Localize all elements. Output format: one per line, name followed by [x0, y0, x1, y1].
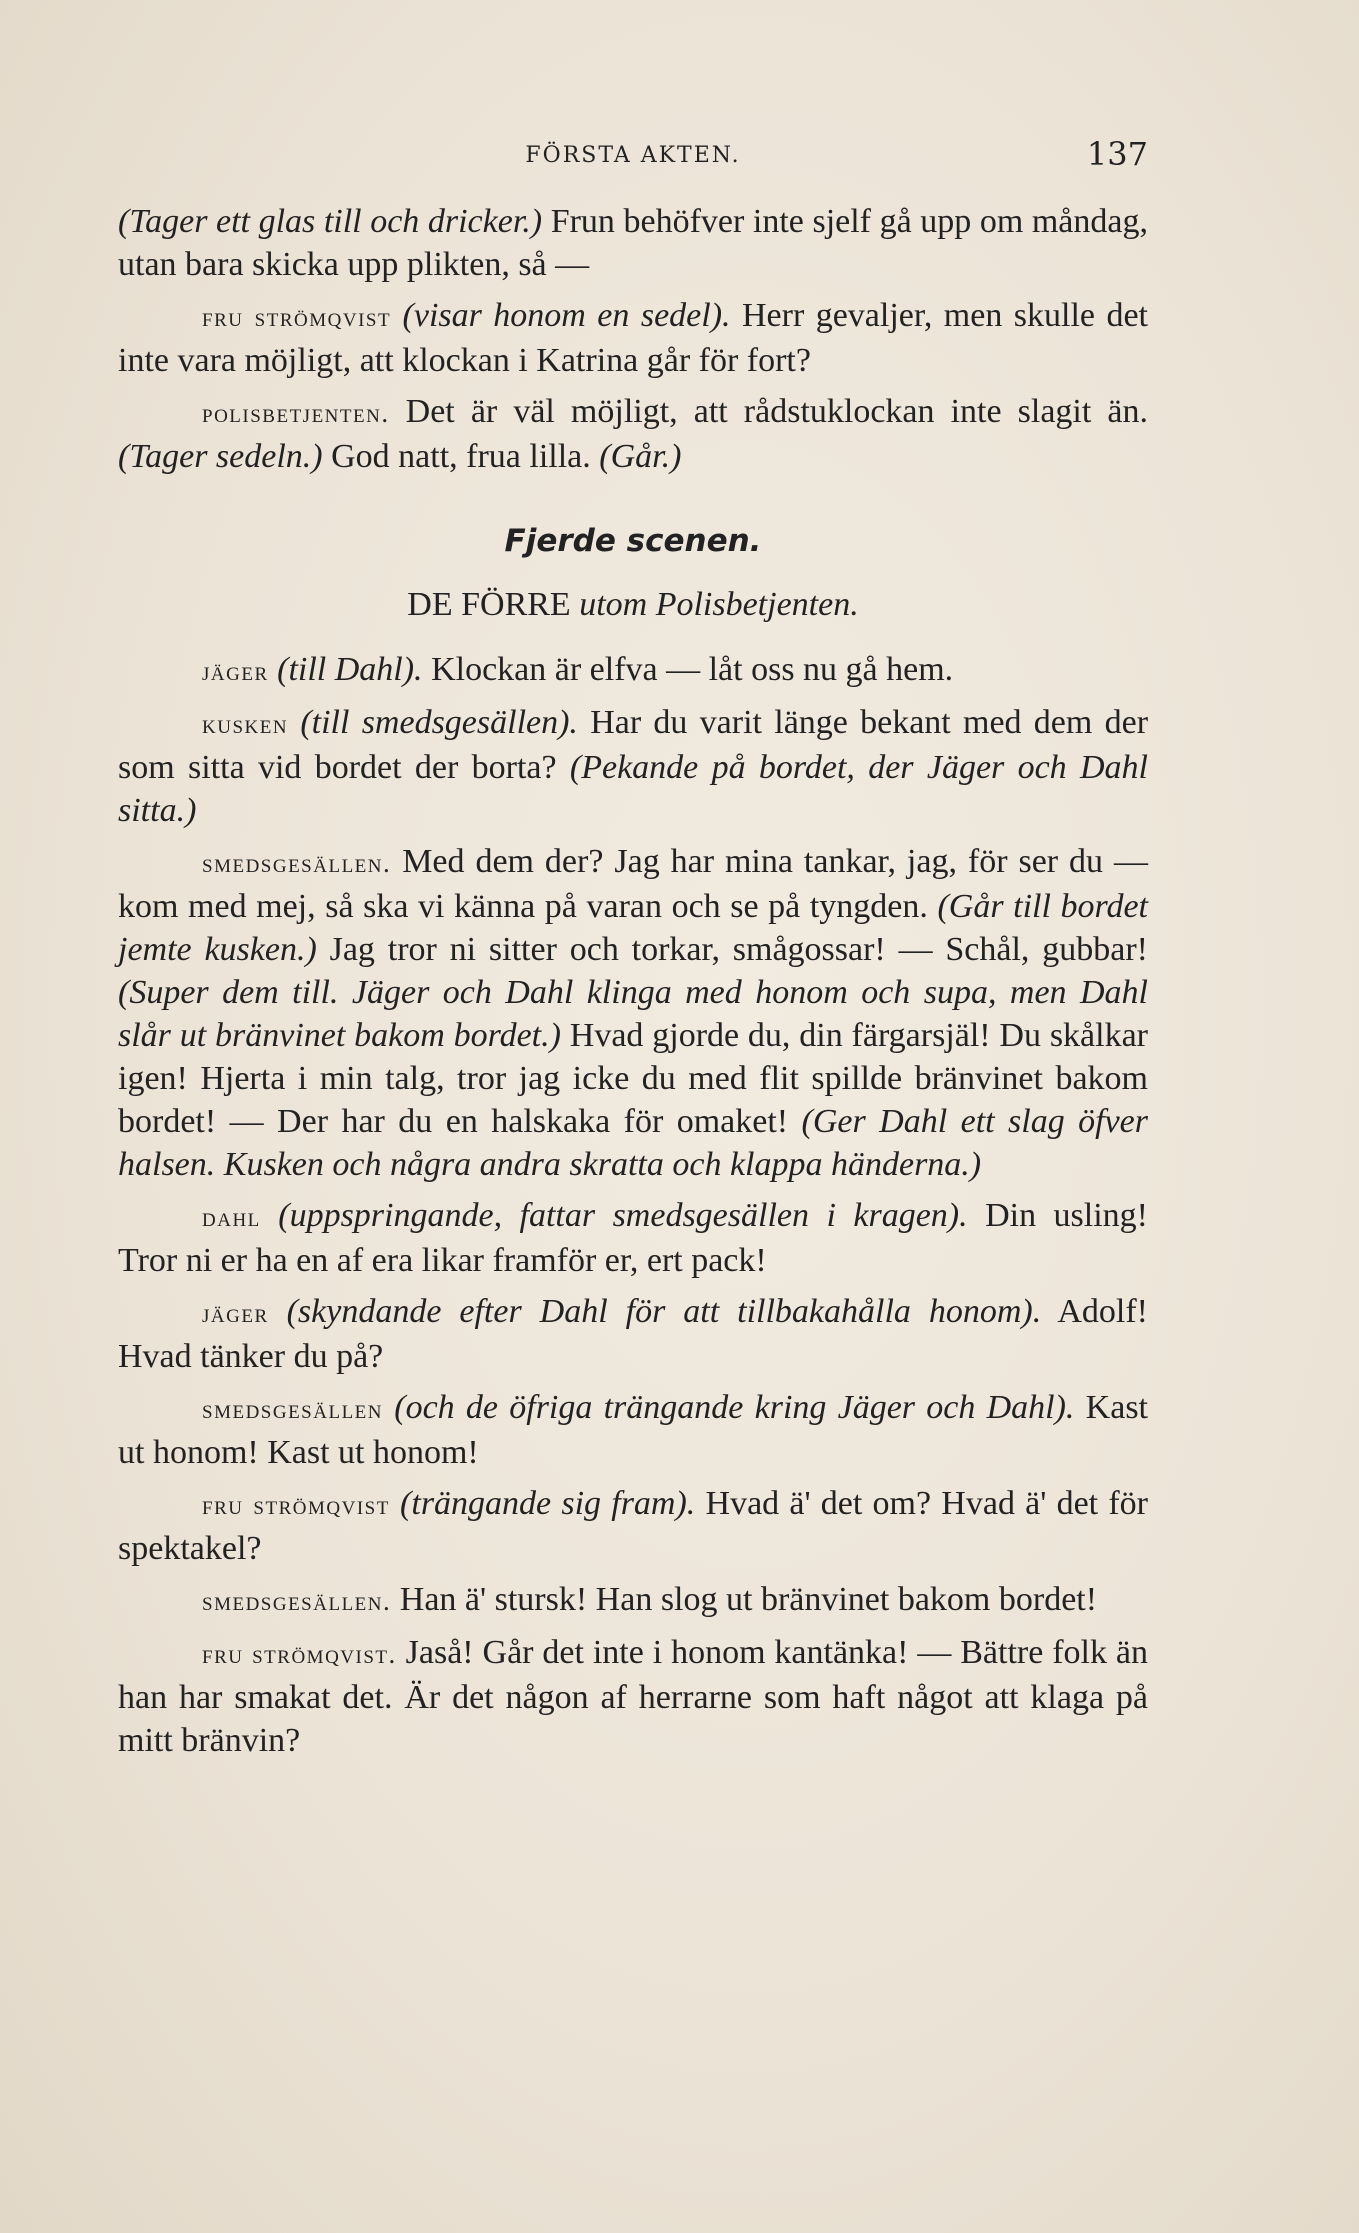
speaker-name: jäger — [202, 1298, 269, 1328]
speaker-name: smedsgesällen — [202, 1394, 384, 1424]
paragraph — [118, 701, 1148, 832]
stage-direction: (Super dem till. Jäger och Dahl klinga med honom och supa, men Dahl slår ut bränvinet bakom bordet.) — [118, 974, 1148, 1054]
speaker-name: fru strömqvist — [202, 1490, 390, 1520]
stage-direction: (till Dahl). — [277, 651, 423, 688]
scene-title: Fjerde scenen. — [504, 523, 762, 559]
stage-direction: (Ger Dahl ett slag öfver halsen. Kusken och några andra skratta och klappa händerna.) — [118, 1103, 1148, 1183]
speaker-name: dahl — [202, 1202, 261, 1232]
dialogue-text: Hvad gjorde du, din färgarsjäl! Du skålkar igen! Hjerta i min talg, tror jag icke du med flit spillde bränvinet bakom bordet! — Der har du en halskaka för omaket! — [118, 1017, 1148, 1140]
dialogue-text: Din usling! Tror ni er ha en af era likar framför er, ert pack! — [118, 1197, 1148, 1279]
stage-direction: (skyndande efter Dahl för att tillbakahålla honom). — [286, 1293, 1042, 1330]
stage-direction: utom Polisbetjenten. — [570, 586, 859, 623]
speaker-name: smedsgesällen. — [202, 1586, 392, 1616]
stage-direction: (till smedsgesällen). — [300, 704, 578, 741]
dialogue-text: Klockan är elfva — låt oss nu gå hem. — [422, 651, 954, 688]
stage-direction: (Tager sedeln.) — [118, 438, 323, 475]
speaker-name: jäger — [202, 656, 269, 686]
paragraph — [118, 390, 1148, 478]
page-header — [118, 135, 1148, 175]
speaker-name: kusken — [202, 709, 289, 739]
dialogue-text: Hvad ä' det om? Hvad ä' det för spektakel? — [118, 1485, 1148, 1567]
page-body — [118, 200, 1148, 1770]
scene-persons-caps: DE FÖRRE — [407, 586, 571, 623]
dialogue-text: Han ä' stursk! Han slog ut bränvinet bakom bordet! — [391, 1581, 1098, 1618]
stage-direction: (och de öfriga trängande kring Jäger och Dahl). — [394, 1389, 1075, 1426]
dialogue-text: Det är väl möjligt, att rådstuklockan inte slagit än. — [389, 393, 1148, 430]
dialogue-text: God natt, frua lilla. — [322, 438, 600, 475]
paragraph — [118, 200, 1148, 286]
paragraph — [118, 648, 1148, 693]
dialogue-text: Herr gevaljer, men skulle det inte vara möjligt, att klockan i Katrina går för fort? — [118, 297, 1148, 379]
stage-direction: (Pekande på bordet, der Jäger och Dahl sitta.) — [118, 749, 1148, 829]
paragraph — [118, 1578, 1148, 1623]
dialogue-text: Jag tror ni sitter och torkar, smågossar! — Schål, gubbar! — [316, 931, 1148, 968]
paragraph — [118, 1194, 1148, 1282]
paragraph — [118, 1631, 1148, 1762]
stage-direction: (visar honom en sedel). — [402, 297, 731, 334]
stage-direction: (trängande sig fram). — [400, 1485, 696, 1522]
dialogue-text: Med dem der? Jag har mina tankar, jag, för ser du — kom med mej, så ska vi känna på varan och se på tyngden. — [118, 843, 1148, 925]
paragraph — [118, 1386, 1148, 1474]
page-number: 137 — [1086, 135, 1148, 173]
paragraph — [118, 840, 1148, 1186]
stage-direction: (Tager ett glas till och dricker.) — [118, 203, 543, 240]
dialogue-text: Har du varit länge bekant med dem der som sitta vid bordet der borta? — [118, 704, 1149, 786]
speaker-name: fru strömqvist. — [202, 1639, 397, 1669]
speaker-name: polisbetjenten. — [202, 398, 390, 428]
dialogue-text: Adolf! Hvad tänker du på? — [118, 1293, 1148, 1375]
stage-direction: (uppspringande, fattar smedsgesällen i kragen). — [278, 1197, 968, 1234]
dialogue-text: Jaså! Går det inte i honom kantänka! — Bättre folk än han har smakat det. Är det någon af herrarne som haft något att klaga på mitt bränvin? — [118, 1634, 1148, 1759]
stage-direction: (Går.) — [599, 438, 682, 475]
paragraph — [118, 294, 1148, 382]
paragraph — [118, 1482, 1148, 1570]
paragraph — [118, 1290, 1148, 1378]
speaker-name: smedsgesällen. — [202, 848, 392, 878]
dialogue-text: Frun behöfver inte sjelf gå upp om måndag, utan bara skicka upp plikten, så — — [118, 203, 1148, 283]
scene-persons — [118, 583, 1148, 626]
speaker-name: fru strömqvist — [202, 302, 392, 332]
stage-direction: (Går till bordet jemte kusken.) — [118, 888, 1148, 968]
dialogue-text: Kast ut honom! Kast ut honom! — [118, 1389, 1148, 1471]
running-head: FÖRSTA AKTEN. — [525, 143, 741, 168]
